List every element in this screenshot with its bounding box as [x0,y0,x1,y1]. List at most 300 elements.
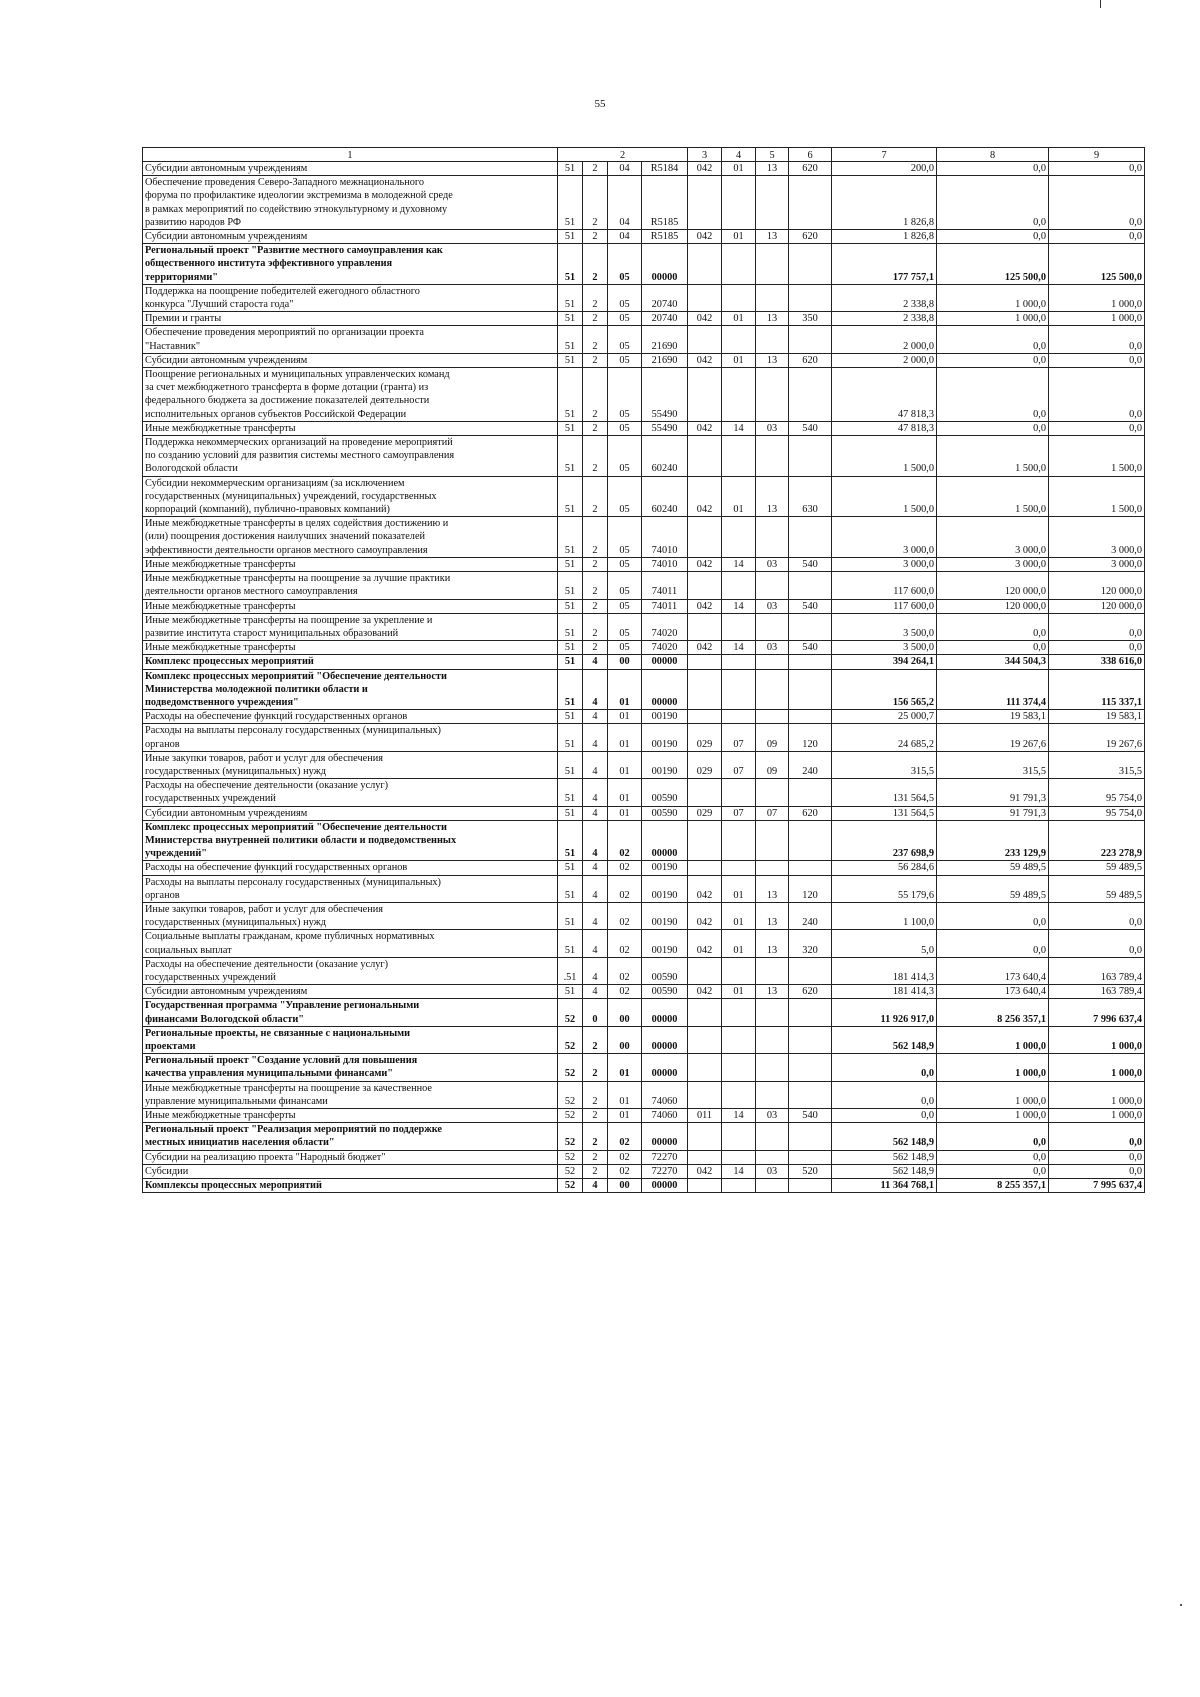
item-name-cell: Обеспечение проведения мероприятий по организации проекта "Наставник" [143,326,558,353]
ministry-code-cell: 042 [688,1164,722,1178]
program-code-cell: 51 [558,641,583,655]
expense-type-cell [789,1054,832,1081]
item-name-cell: Иные межбюджетные трансферты [143,557,558,571]
column-number-6: 6 [789,148,832,162]
ministry-code-cell: 029 [688,806,722,820]
amount-col8-cell: 1 000,0 [937,312,1049,326]
item-name-cell: Расходы на обеспечение функций государственных органов [143,861,558,875]
table-row [143,230,1145,244]
chapter-code-cell [722,655,756,669]
amount-col7-cell: 131 564,5 [832,806,937,820]
direction-code-cell: 74020 [642,641,688,655]
subchapter-code-cell: 07 [756,806,789,820]
section-code-cell: 05 [608,421,642,435]
amount-col9-cell: 1 000,0 [1049,312,1145,326]
program-code-cell: 52 [558,1123,583,1150]
amount-col8-cell: 1 000,0 [937,1109,1049,1123]
amount-col9-cell: 95 754,0 [1049,806,1145,820]
table-row [143,1123,1145,1150]
table-row [143,1026,1145,1053]
amount-col8-cell: 120 000,0 [937,599,1049,613]
table-row [143,572,1145,599]
amount-col7-cell: 0,0 [832,1109,937,1123]
direction-code-cell: 20740 [642,312,688,326]
item-name-cell: Комплексы процессных мероприятий [143,1179,558,1193]
direction-code-cell: 21690 [642,353,688,367]
expense-type-cell [789,368,832,422]
item-name-cell: Комплекс процессных мероприятий "Обеспечение деятельности Министерства молодежной политики области и подведомственного учреждения" [143,669,558,710]
expense-type-cell [789,1150,832,1164]
amount-col7-cell: 3 000,0 [832,517,937,558]
section-code-cell: 00 [608,999,642,1026]
program-code-cell: 52 [558,999,583,1026]
subprogram-code-cell: 2 [583,517,608,558]
table-row [143,999,1145,1026]
table-row [143,368,1145,422]
item-name-cell: Премии и гранты [143,312,558,326]
chapter-code-cell [722,176,756,230]
section-code-cell: 01 [608,1081,642,1108]
amount-col7-cell: 1 500,0 [832,436,937,477]
amount-col7-cell: 177 757,1 [832,244,937,285]
chapter-code-cell [722,284,756,311]
expense-type-cell: 320 [789,930,832,957]
subchapter-code-cell [756,669,789,710]
amount-col9-cell: 0,0 [1049,176,1145,230]
amount-col9-cell: 0,0 [1049,353,1145,367]
subprogram-code-cell: 4 [583,710,608,724]
amount-col7-cell: 117 600,0 [832,572,937,599]
subprogram-code-cell: 0 [583,999,608,1026]
program-code-cell: 51 [558,368,583,422]
direction-code-cell: 21690 [642,326,688,353]
amount-col8-cell: 0,0 [937,1150,1049,1164]
chapter-code-cell [722,572,756,599]
ministry-code-cell [688,669,722,710]
amount-col7-cell: 237 698,9 [832,820,937,861]
expense-type-cell: 630 [789,476,832,517]
amount-col9-cell: 3 000,0 [1049,557,1145,571]
amount-col9-cell: 0,0 [1049,930,1145,957]
direction-code-cell: 00000 [642,655,688,669]
amount-col9-cell: 1 500,0 [1049,476,1145,517]
subprogram-code-cell: 2 [583,368,608,422]
item-name-cell: Субсидии автономным учреждениям [143,162,558,176]
subprogram-code-cell: 2 [583,353,608,367]
subprogram-code-cell: 2 [583,557,608,571]
column-number-4: 4 [722,148,756,162]
amount-col8-cell: 344 504,3 [937,655,1049,669]
program-code-cell: 51 [558,572,583,599]
subchapter-code-cell: 03 [756,557,789,571]
amount-col8-cell: 8 255 357,1 [937,1179,1049,1193]
ministry-code-cell [688,613,722,640]
program-code-cell: 51 [558,599,583,613]
subprogram-code-cell: 2 [583,1109,608,1123]
program-code-cell: 51 [558,244,583,285]
expense-type-cell [789,176,832,230]
chapter-code-cell: 14 [722,1109,756,1123]
ministry-code-cell: 042 [688,599,722,613]
amount-col9-cell: 115 337,1 [1049,669,1145,710]
amount-col7-cell: 25 000,7 [832,710,937,724]
amount-col8-cell: 91 791,3 [937,806,1049,820]
program-code-cell: 51 [558,779,583,806]
subchapter-code-cell [756,1054,789,1081]
amount-col8-cell: 233 129,9 [937,820,1049,861]
table-row [143,669,1145,710]
chapter-code-cell: 01 [722,230,756,244]
amount-col7-cell: 117 600,0 [832,599,937,613]
expense-type-cell [789,957,832,984]
table-body [143,162,1145,1193]
chapter-code-cell [722,613,756,640]
table-row [143,1164,1145,1178]
expense-type-cell [789,1123,832,1150]
program-code-cell: 51 [558,985,583,999]
section-code-cell: 04 [608,230,642,244]
table-row [143,284,1145,311]
amount-col7-cell: 131 564,5 [832,779,937,806]
section-code-cell: 01 [608,1109,642,1123]
expense-type-cell [789,1179,832,1193]
amount-col7-cell: 562 148,9 [832,1164,937,1178]
subchapter-code-cell [756,517,789,558]
direction-code-cell: 74060 [642,1109,688,1123]
direction-code-cell: 00190 [642,751,688,778]
program-code-cell: 52 [558,1179,583,1193]
direction-code-cell: 00000 [642,669,688,710]
subchapter-code-cell: 13 [756,353,789,367]
table-row [143,353,1145,367]
ministry-code-cell: 029 [688,751,722,778]
section-code-cell: 05 [608,312,642,326]
subprogram-code-cell: 2 [583,421,608,435]
amount-col7-cell: 562 148,9 [832,1123,937,1150]
chapter-code-cell [722,1179,756,1193]
amount-col7-cell: 11 926 917,0 [832,999,937,1026]
amount-col8-cell: 1 500,0 [937,476,1049,517]
subprogram-code-cell: 4 [583,875,608,902]
amount-col9-cell: 19 267,6 [1049,724,1145,751]
ministry-code-cell: 042 [688,985,722,999]
section-code-cell: 05 [608,557,642,571]
ministry-code-cell: 042 [688,476,722,517]
subprogram-code-cell: 4 [583,861,608,875]
column-number-8: 8 [937,148,1049,162]
subchapter-code-cell [756,572,789,599]
amount-col9-cell: 59 489,5 [1049,875,1145,902]
table-row [143,476,1145,517]
item-name-cell: Субсидии на реализацию проекта "Народный бюджет" [143,1150,558,1164]
chapter-code-cell [722,517,756,558]
amount-col8-cell: 0,0 [937,1123,1049,1150]
expense-type-cell [789,999,832,1026]
subchapter-code-cell [756,176,789,230]
direction-code-cell: R5184 [642,162,688,176]
expense-type-cell: 540 [789,641,832,655]
item-name-cell: Субсидии автономным учреждениям [143,230,558,244]
table-row [143,820,1145,861]
column-number-row [143,148,1145,162]
chapter-code-cell: 01 [722,162,756,176]
ministry-code-cell [688,820,722,861]
amount-col9-cell: 163 789,4 [1049,957,1145,984]
chapter-code-cell: 07 [722,806,756,820]
ministry-code-cell [688,1123,722,1150]
section-code-cell: 01 [608,806,642,820]
item-name-cell: Обеспечение проведения Северо-Западного межнационального форума по профилактике идеологии экстремизма в молодежной среде в рамках мероприятий по содействию этнокультурному и духовному развитию народов РФ [143,176,558,230]
direction-code-cell: 00000 [642,820,688,861]
subchapter-code-cell [756,820,789,861]
ministry-code-cell: 042 [688,312,722,326]
subchapter-code-cell [756,326,789,353]
subprogram-code-cell: 2 [583,1164,608,1178]
subprogram-code-cell: 4 [583,724,608,751]
amount-col9-cell: 0,0 [1049,1164,1145,1178]
amount-col7-cell: 11 364 768,1 [832,1179,937,1193]
amount-col7-cell: 394 264,1 [832,655,937,669]
program-code-cell: 51 [558,353,583,367]
amount-col7-cell: 3 500,0 [832,641,937,655]
ministry-code-cell [688,1179,722,1193]
table-row [143,312,1145,326]
item-name-cell: Расходы на обеспечение деятельности (оказание услуг) государственных учреждений [143,957,558,984]
table-row [143,517,1145,558]
subprogram-code-cell: 2 [583,326,608,353]
direction-code-cell: 00000 [642,1026,688,1053]
direction-code-cell: 20740 [642,284,688,311]
subprogram-code-cell: 4 [583,985,608,999]
amount-col7-cell: 55 179,6 [832,875,937,902]
item-name-cell: Расходы на выплаты персоналу государственных (муниципальных) органов [143,875,558,902]
section-code-cell: 01 [608,1054,642,1081]
amount-col9-cell: 120 000,0 [1049,572,1145,599]
item-name-cell: Иные межбюджетные трансферты на поощрение за укрепление и развитие института старост муниципальных образований [143,613,558,640]
ministry-code-cell [688,1150,722,1164]
item-name-cell: Иные межбюджетные трансферты [143,421,558,435]
subchapter-code-cell [756,1150,789,1164]
expense-type-cell [789,820,832,861]
amount-col7-cell: 0,0 [832,1054,937,1081]
chapter-code-cell [722,1026,756,1053]
program-code-cell: 52 [558,1164,583,1178]
expense-type-cell: 240 [789,902,832,929]
item-name-cell: Субсидии автономным учреждениям [143,353,558,367]
table-row [143,244,1145,285]
program-code-cell: 51 [558,436,583,477]
amount-col7-cell: 315,5 [832,751,937,778]
ministry-code-cell: 042 [688,875,722,902]
subchapter-code-cell: 13 [756,162,789,176]
direction-code-cell: 00190 [642,902,688,929]
chapter-code-cell: 14 [722,1164,756,1178]
item-name-cell: Региональные проекты, не связанные с национальными проектами [143,1026,558,1053]
item-name-cell: Поддержка некоммерческих организаций на проведение мероприятий по созданию условий для развития системы местного самоуправления Вологодской области [143,436,558,477]
expense-type-cell: 540 [789,599,832,613]
section-code-cell: 05 [608,326,642,353]
chapter-code-cell [722,1123,756,1150]
subchapter-code-cell: 03 [756,1109,789,1123]
ministry-code-cell: 042 [688,902,722,929]
section-code-cell: 02 [608,1150,642,1164]
item-name-cell: Социальные выплаты гражданам, кроме публичных нормативных социальных выплат [143,930,558,957]
subchapter-code-cell [756,244,789,285]
direction-code-cell: 60240 [642,476,688,517]
ministry-code-cell [688,655,722,669]
direction-code-cell: 00590 [642,957,688,984]
subchapter-code-cell [756,1081,789,1108]
budget-table [142,147,1145,1193]
amount-col7-cell: 156 565,2 [832,669,937,710]
direction-code-cell: 00190 [642,930,688,957]
subprogram-code-cell: 2 [583,312,608,326]
amount-col9-cell: 1 000,0 [1049,1054,1145,1081]
item-name-cell: Иные межбюджетные трансферты в целях содействия достижению и (или) поощрения достижения наилучших значений показателей эффективности деятельности органов местного самоуправления [143,517,558,558]
section-code-cell: 05 [608,599,642,613]
subchapter-code-cell: 13 [756,902,789,929]
amount-col7-cell: 1 826,8 [832,230,937,244]
subprogram-code-cell: 2 [583,436,608,477]
expense-type-cell: 520 [789,1164,832,1178]
program-code-cell: 51 [558,806,583,820]
amount-col9-cell: 0,0 [1049,1150,1145,1164]
program-code-cell: .51 [558,957,583,984]
program-code-cell: 51 [558,476,583,517]
ministry-code-cell [688,326,722,353]
ministry-code-cell: 042 [688,641,722,655]
amount-col7-cell: 181 414,3 [832,985,937,999]
ministry-code-cell [688,999,722,1026]
direction-code-cell: R5185 [642,230,688,244]
subchapter-code-cell [756,779,789,806]
expense-type-cell: 540 [789,1109,832,1123]
direction-code-cell: 00590 [642,806,688,820]
chapter-code-cell [722,1081,756,1108]
amount-col9-cell: 7 996 637,4 [1049,999,1145,1026]
amount-col8-cell: 0,0 [937,230,1049,244]
chapter-code-cell [722,861,756,875]
ministry-code-cell: 042 [688,353,722,367]
subchapter-code-cell: 09 [756,751,789,778]
amount-col7-cell: 1 100,0 [832,902,937,929]
table-row [143,1054,1145,1081]
subprogram-code-cell: 2 [583,476,608,517]
section-code-cell: 00 [608,655,642,669]
chapter-code-cell [722,326,756,353]
section-code-cell: 04 [608,176,642,230]
subchapter-code-cell: 03 [756,599,789,613]
ministry-code-cell [688,957,722,984]
amount-col8-cell: 315,5 [937,751,1049,778]
chapter-code-cell [722,244,756,285]
amount-col7-cell: 0,0 [832,1081,937,1108]
section-code-cell: 02 [608,820,642,861]
ministry-code-cell [688,176,722,230]
amount-col9-cell: 95 754,0 [1049,779,1145,806]
chapter-code-cell: 01 [722,476,756,517]
item-name-cell: Иные межбюджетные трансферты [143,1109,558,1123]
subchapter-code-cell: 13 [756,930,789,957]
table-row [143,875,1145,902]
expense-type-cell [789,244,832,285]
amount-col7-cell: 181 414,3 [832,957,937,984]
subprogram-code-cell: 2 [583,1081,608,1108]
chapter-code-cell [722,368,756,422]
expense-type-cell [789,669,832,710]
chapter-code-cell: 01 [722,875,756,902]
amount-col8-cell: 19 583,1 [937,710,1049,724]
subprogram-code-cell: 2 [583,572,608,599]
item-name-cell: Комплекс процессных мероприятий "Обеспечение деятельности Министерства внутренней политики области и подведомственных учреждений" [143,820,558,861]
direction-code-cell: R5185 [642,176,688,230]
program-code-cell: 51 [558,655,583,669]
direction-code-cell: 55490 [642,421,688,435]
expense-type-cell: 540 [789,557,832,571]
page-number: 55 [594,98,606,110]
amount-col9-cell: 0,0 [1049,230,1145,244]
direction-code-cell: 00000 [642,244,688,285]
table-row [143,779,1145,806]
subprogram-code-cell: 4 [583,930,608,957]
section-code-cell: 00 [608,1179,642,1193]
ministry-code-cell [688,368,722,422]
direction-code-cell: 60240 [642,436,688,477]
chapter-code-cell: 14 [722,557,756,571]
subprogram-code-cell: 4 [583,820,608,861]
subchapter-code-cell: 09 [756,724,789,751]
scan-mark [1100,0,1101,8]
table-row [143,957,1145,984]
direction-code-cell: 74020 [642,613,688,640]
amount-col8-cell: 1 000,0 [937,1081,1049,1108]
chapter-code-cell [722,436,756,477]
expense-type-cell [789,779,832,806]
section-code-cell: 05 [608,244,642,285]
amount-col8-cell: 0,0 [937,326,1049,353]
ministry-code-cell [688,1026,722,1053]
ministry-code-cell: 042 [688,421,722,435]
expense-type-cell: 620 [789,162,832,176]
direction-code-cell: 00590 [642,985,688,999]
scan-speck [1180,1604,1182,1606]
subchapter-code-cell: 03 [756,421,789,435]
table-row [143,436,1145,477]
expense-type-cell: 240 [789,751,832,778]
subchapter-code-cell: 03 [756,1164,789,1178]
program-code-cell: 51 [558,230,583,244]
subprogram-code-cell: 2 [583,230,608,244]
ministry-code-cell: 042 [688,930,722,957]
amount-col8-cell: 1 000,0 [937,1026,1049,1053]
direction-code-cell: 00190 [642,710,688,724]
direction-code-cell: 72270 [642,1150,688,1164]
program-code-cell: 51 [558,930,583,957]
subprogram-code-cell: 2 [583,1150,608,1164]
amount-col7-cell: 24 685,2 [832,724,937,751]
amount-col7-cell: 200,0 [832,162,937,176]
program-code-cell: 51 [558,861,583,875]
direction-code-cell: 00190 [642,724,688,751]
item-name-cell: Субсидии [143,1164,558,1178]
amount-col8-cell: 173 640,4 [937,985,1049,999]
amount-col9-cell: 163 789,4 [1049,985,1145,999]
amount-col8-cell: 91 791,3 [937,779,1049,806]
subchapter-code-cell: 03 [756,641,789,655]
program-code-cell: 51 [558,902,583,929]
ministry-code-cell: 011 [688,1109,722,1123]
program-code-cell: 52 [558,1026,583,1053]
